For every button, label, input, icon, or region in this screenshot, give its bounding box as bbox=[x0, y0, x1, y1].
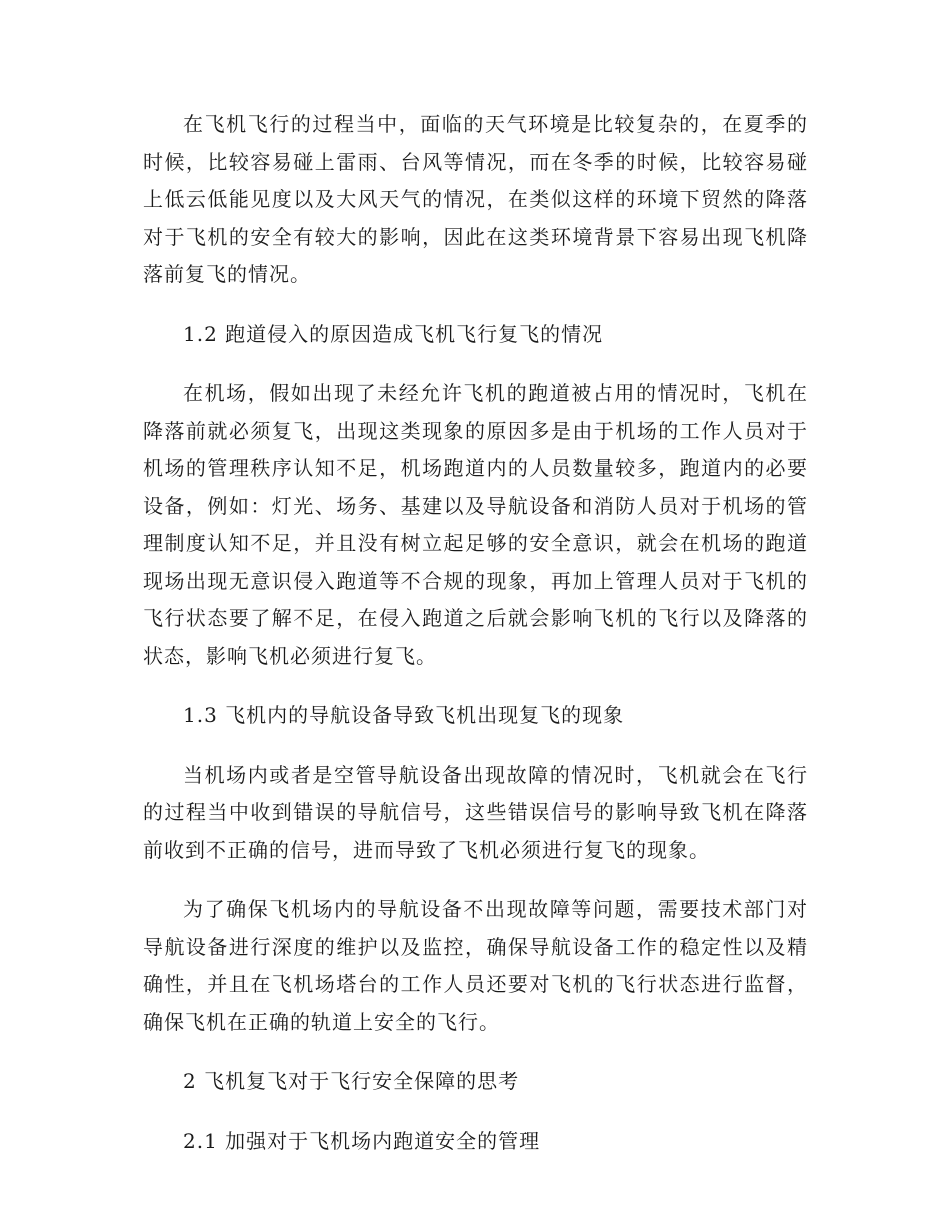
paragraph-weather: 在飞机飞行的过程当中，面临的天气环境是比较复杂的，在夏季的时候，比较容易碰上雷雨、台风等情况，而在冬季的时候，比较容易碰上低云低能见度以及大风天气的情况，在类似这样的环境下贸然的降落对于飞机的安全有较大的影响，因此在这类环境背景下容易出现飞机降落前复飞的情况。 bbox=[143, 112, 808, 286]
section-heading-1-2: 1.2 跑道侵入的原因造成飞机飞行复飞的情况 bbox=[183, 321, 604, 346]
section-heading-1-3: 1.3 飞机内的导航设备导致飞机出现复飞的现象 bbox=[183, 703, 625, 727]
paragraph-navigation-maintenance: 为了确保飞机场内的导航设备不出现故障等问题，需要技术部门对导航设备进行深度的维护以及监控，确保导航设备工作的稳定性以及精确性，并且在飞机场塔台的工作人员还要对飞机的飞行状态进行监督，确保飞机在正确的轨道上安全的飞行。 bbox=[143, 897, 808, 1034]
section-heading-2: 2 飞机复飞对于飞行安全保障的思考 bbox=[183, 1069, 520, 1093]
document-page bbox=[143, 106, 808, 1182]
section-heading-2-1: 2.1 加强对于飞机场内跑道安全的管理 bbox=[183, 1128, 541, 1153]
paragraph-runway-incursion: 在机场，假如出现了未经允许飞机的跑道被占用的情况时，飞机在降落前就必须复飞，出现这类现象的原因多是由于机场的工作人员对于机场的管理秩序认知不足，机场跑道内的人员数量较多，跑道内的必要设备，例如：灯光、场务、基建以及导航设备和消防人员对于机场的管理制度认知不足，并且没有树立起足够的安全意识，就会在机场的跑道现场出现无意识侵入跑道等不合规的现象，再加上管理人员对于飞机的飞行状态要了解不足，在侵入跑道之后就会影响飞机的飞行以及降落的状态，影响飞机必须进行复飞。 bbox=[143, 381, 808, 668]
paragraph-navigation-fault: 当机场内或者是空管导航设备出现故障的情况时，飞机就会在飞行的过程当中收到错误的导航信号，这些错误信号的影响导致飞机在降落前收到不正确的信号，进而导致了飞机必须进行复飞的现象。 bbox=[143, 762, 808, 862]
